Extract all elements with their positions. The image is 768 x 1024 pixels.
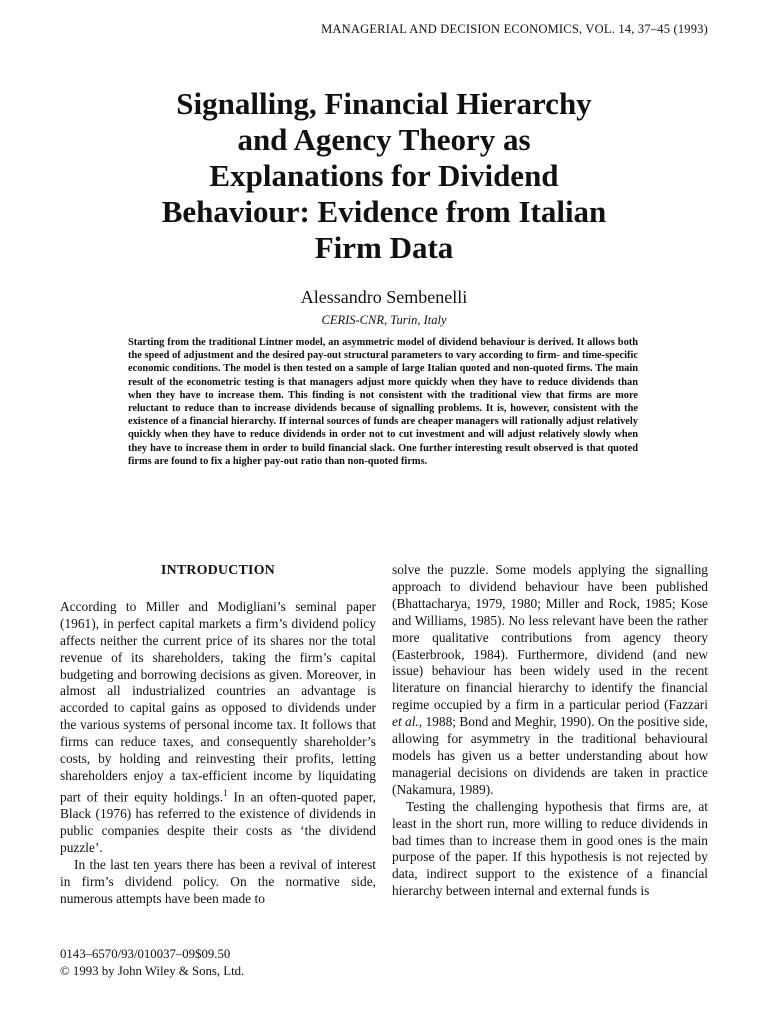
title-line: Behaviour: Evidence from Italian — [161, 194, 607, 229]
left-column — [60, 562, 376, 908]
author-name: Alessandro Sembenelli — [300, 287, 468, 307]
abstract: Starting from the traditional Lintner model, an asymmetric model of dividend behaviour is derived. It allows both the speed of adjustment and the desired pay-out structural parameters to vary according to firm- and time-specific economic conditions. The model is then tested on a sample of large Italian quoted and non-quoted firms. The main result of the econometric testing is that managers adjust more quickly when they have to reduce dividends than when they have to increase them. This finding is not consistent with the traditional view that firms are more reluctant to reduce than to increase dividends because of signalling problems. It is, however, consistent with the existence of a financial hierarchy. If internal sources of funds are cheaper managers will rationally adjust relatively quickly when they have to reduce dividends in order not to cut investment and will adjust relatively slowly when they have to increase them in order to build financial slack. One further interesting result observed is that quoted firms are found to fix a higher pay-out ratio than non-quoted firms. — [128, 337, 638, 467]
title-line: Signalling, Financial Hierarchy — [176, 86, 592, 121]
paragraph-text: In an often-quoted paper, Black (1976) has referred to the existence of dividends in public companies despite their costs as ‘the dividend puzzle’. — [60, 789, 376, 856]
body-paragraph: Testing the challenging hypothesis that firms are, at least in the short run, more willing to reduce dividends in bad times than to increase them in good ones is the main purpose of the paper. If this hypothesis is not rejected by data, indirect support to the existence of a financial hierarchy between internal and external funds is — [392, 798, 708, 899]
footnote-marker: 1 — [223, 787, 228, 798]
citation-etal: et al. — [392, 714, 419, 730]
body-paragraph — [392, 562, 708, 799]
paragraph-text: , 1988; Bond and Meghir, 1990). On the positive side, allowing for asymmetry in the traditional behavioural models has given us a better understanding about how managerial decisions on dividends are taken in practice (Nakamura, 1989). — [392, 714, 708, 797]
journal-header: MANAGERIAL AND DECISION ECONOMICS, VOL. 14, 37–45 (1993) — [321, 22, 708, 36]
author-affiliation: CERIS-CNR, Turin, Italy — [321, 313, 447, 327]
title-line: and Agency Theory as — [237, 122, 531, 157]
paragraph-text: According to Miller and Modigliani’s seminal paper (1961), in perfect capital markets a firm’s dividend policy affects neither the current price of its shares nor the total revenue of its shareholders, taking the firm’s capital budgeting and borrowing decisions as given. Moreover, in almost all industrialized countries an advantage is accorded to capital gains as opposed to dividends under the various systems of personal income tax. It follows that firms can reduce taxes, and consequently shareholder’s costs, by holding and reinvesting their profits, letting shareholders enjoy a tax-efficient income by liquidating part of their equity holdings. — [60, 598, 376, 805]
body-paragraph: In the last ten years there has been a revival of interest in firm’s dividend policy. On the normative side, numerous attempts have been made to — [60, 856, 376, 906]
paper-title — [100, 86, 668, 266]
copyright-line: © 1993 by John Wiley & Sons, Ltd. — [60, 964, 245, 978]
footer — [60, 946, 244, 980]
title-line: Firm Data — [314, 230, 454, 265]
right-column — [392, 562, 708, 900]
body-paragraph — [60, 599, 376, 857]
title-line: Explanations for Dividend — [209, 158, 559, 193]
paragraph-text: solve the puzzle. Some models applying the signalling approach to dividend behaviour have been published (Bhattacharya, 1979, 1980; Miller and Rock, 1985; Kose and Williams, 1985). No less relevant have been the rather more qualitative contributions from agency theory (Easterbrook, 1984). Furthermore, dividend (and new issue) behaviour has been widely used in the recent literature on financial hierarchy to identify the financial regime occupied by a firm in a particular period (Fazzari — [392, 562, 708, 713]
section-heading-introduction: INTRODUCTION — [161, 562, 275, 577]
article-code: 0143–6570/93/010037–09$09.50 — [60, 947, 231, 961]
